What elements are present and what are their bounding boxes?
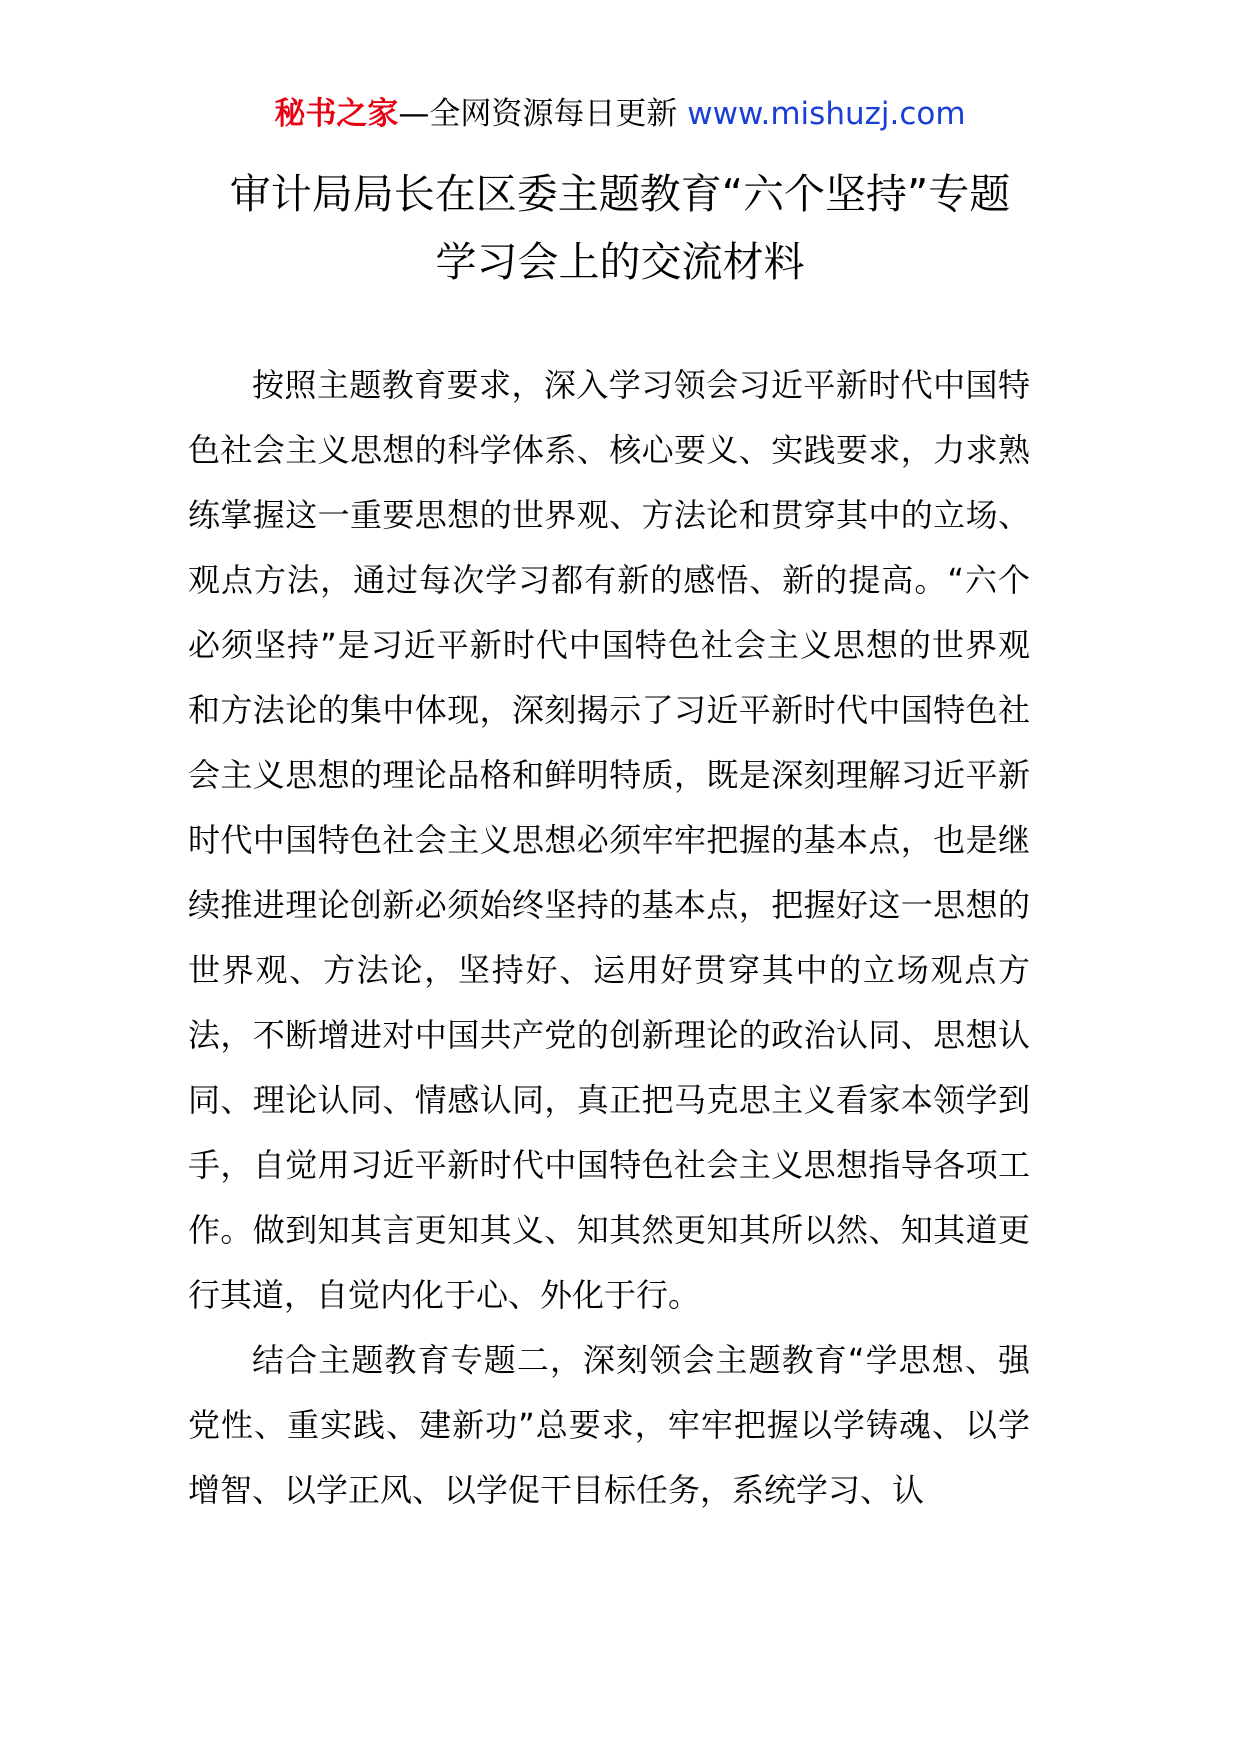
paragraph-1: 按照主题教育要求，深入学习领会习近平新时代中国特色社会主义思想的科学体系、核心要义、实践要求，力求熟练掌握这一重要思想的世界观、方法论和贯穿其中的立场、观点方法，通过每次学习都有新的感悟、新的提高。“六个必须坚持”是习近平新时代中国特色社会主义思想的世界观和方法论的集中体现，深刻揭示了习近平新时代中国特色社会主义思想的理论品格和鲜明特质，既是深刻理解习近平新时代中国特色社会主义思想必须牢牢把握的基本点，也是继续推进理论创新必须始终坚持的基本点，把握好这一思想的世界观、方法论，坚持好、运用好贯穿其中的立场观点方法，不断增进对中国共产党的创新理论的政治认同、思想认同、理论认同、情感认同，真正把马克思主义看家本领学到手，自觉用习近平新时代中国特色社会主义思想指导各项工作。做到知其言更知其义、知其然更知其所以然、知其道更行其道，自觉内化于心、外化于行。 [188, 366, 1030, 1314]
brand-name: 秘书之家 [274, 96, 399, 132]
site-header [0, 94, 1240, 134]
title-line-1: 审计局局长在区委主题教育“六个坚持”专题 [229, 170, 1011, 218]
title-line-2: 学习会上的交流材料 [435, 238, 805, 286]
header-tagline: —全网资源每日更新 [398, 96, 688, 132]
document-body [188, 353, 1030, 1523]
paragraph-2: 结合主题教育专题二，深刻领会主题教育“学思想、强党性、重实践、建新功”总要求，牢牢把握以学铸魂、以学增智、以学正风、以学促干目标任务，系统学习、认 [188, 1341, 1030, 1509]
site-url-link[interactable]: www.mishuzj.com [687, 96, 966, 132]
document-title [0, 160, 1240, 296]
